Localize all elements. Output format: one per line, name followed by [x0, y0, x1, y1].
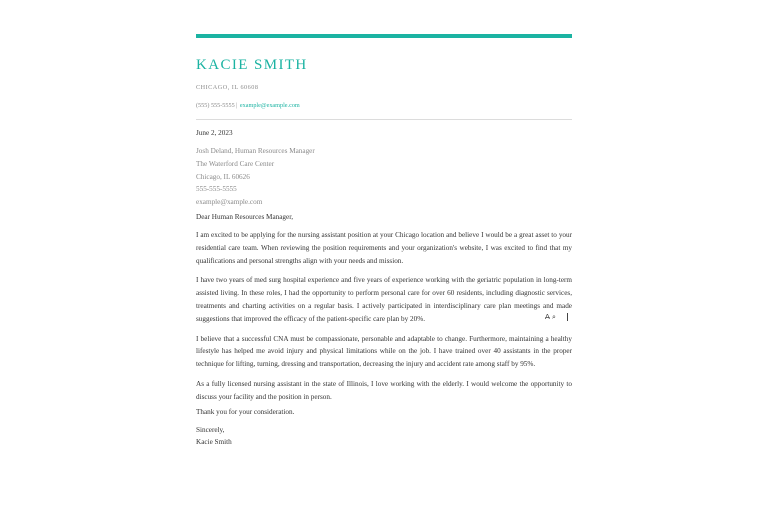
accent-rule	[196, 34, 572, 38]
recipient-email: example@xample.com	[196, 198, 263, 207]
header-divider	[196, 119, 572, 120]
contact-separator: |	[235, 102, 237, 109]
text-tool-icon[interactable]: A̶ ⌕	[545, 313, 556, 321]
body-paragraph-1: I am excited to be applying for the nursing assistant position at your Chicago location and believe I would be a great asset to your residential care team. When reviewing the position requirements and your organization's website, I was excited to find that my qualifications and personal strengths align with your needs and mission.	[196, 230, 572, 265]
closing-thanks: Thank you for your consideration.	[196, 407, 295, 416]
salutation: Dear Human Resources Manager,	[196, 212, 294, 221]
recipient-block	[196, 145, 572, 209]
applicant-contact	[196, 101, 572, 110]
recipient-company: The Waterford Care Center	[196, 159, 275, 168]
recipient-phone: 555-555-5555	[196, 185, 237, 194]
applicant-email[interactable]: example@example.com	[239, 102, 300, 109]
recipient-name: Josh Deland, Human Resources Manager	[196, 147, 315, 155]
signoff-block	[196, 424, 572, 450]
applicant-phone: (555) 555-5555	[196, 102, 235, 109]
letter-date: June 2, 2023	[196, 129, 233, 137]
recipient-city: Chicago, IL 60626	[196, 172, 250, 181]
signature-name: Kacie Smith	[196, 438, 232, 447]
applicant-name: KACIE SMITH	[196, 57, 308, 73]
applicant-address: CHICAGO, IL 60608	[196, 84, 259, 91]
body-paragraph-2: I have two years of med surg hospital experience and five years of experience working with the geriatric population in long-term assisted living. In these roles, I had the opportunity to perform personal care for over 60 residents, including diagnostic services, treatments and charting activities on a regular basis. I actively participated in interdisciplinary care plan meetings and made suggestions that improved the efficacy of the patient-specific care plan by 20%.	[196, 276, 572, 323]
text-cursor	[567, 313, 568, 321]
body-paragraph-3: I believe that a successful CNA must be compassionate, personable and adaptable to change. Furthermore, maintaining a healthy lifestyle has helped me avoid injury and physical limitations while on the job. I have trained over 40 assistants in the proper technique for lifting, turning, dressing and transportation, decreasing the injury and accident rate among staff by 95%.	[196, 334, 572, 369]
closing-word: Sincerely,	[196, 425, 225, 434]
body-paragraph-4: As a fully licensed nursing assistant in the state of Illinois, I love working with the elderly. I would welcome the opportunity to discuss your facility and the position in person.	[196, 379, 572, 401]
cover-letter	[196, 34, 572, 449]
